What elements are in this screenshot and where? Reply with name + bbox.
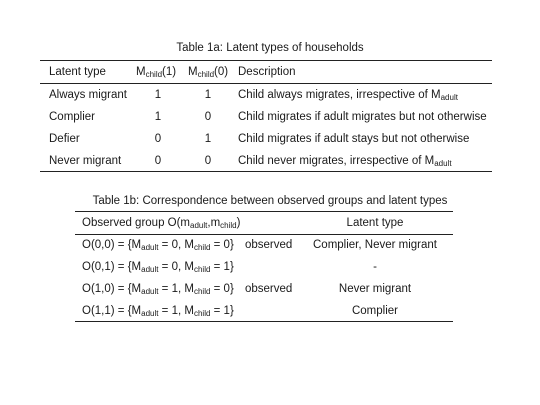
table-1b-top-rule (75, 211, 453, 212)
table-1b-header-rule (75, 234, 453, 235)
observed-group-cell: $O(0,0) = \{M_{adult} = 0$, $M_{child} = 0$} (82, 239, 234, 252)
table-1a-header-latent-type: Latent type (49, 66, 106, 78)
latent-type-cell: Never migrant (49, 155, 122, 167)
latent-type-cell: Always migrant (49, 89, 127, 101)
table-1b-bottom-rule (75, 321, 453, 322)
mchild-0-cell: 0 (204, 155, 212, 167)
latent-type-cell: Complier (351, 305, 398, 317)
observed-flag-cell: observed (245, 239, 293, 251)
description-cell: Child always migrates, irrespective of $M_{adult}$ (238, 89, 458, 102)
table-1a-caption: Table 1a: Latent types of households (176, 42, 364, 54)
table-1a-bottom-rule (40, 171, 492, 172)
table-1b-caption: Table 1b: Correspondence between observed groups and latent types (92, 195, 448, 207)
table-1a-header-mchild-1: $M_{child}(1)$ (136, 66, 177, 79)
mchild-1-cell: 0 (154, 133, 162, 145)
table-1b-header-latent-type: Latent type (346, 217, 404, 229)
latent-type-cell: Complier (49, 111, 96, 123)
observed-group-cell: $O(0,1) = \{M_{adult} = 0$, $M_{child} = 1$} (82, 261, 234, 274)
table-1a-header-description: Description (238, 66, 296, 78)
description-cell: Child never migrates, irrespective of $M_{adult}$ (238, 155, 452, 168)
mchild-1-cell: 1 (154, 89, 162, 101)
table-1b-header-observed-group: Observed group $O(m_{adult},m_{child})$ (82, 217, 241, 230)
mchild-0-cell: 0 (204, 111, 212, 123)
latent-type-cell: Never migrant (338, 283, 412, 295)
observed-flag-cell: observed (245, 283, 293, 295)
latent-type-cell: Defier (49, 133, 80, 145)
observed-group-cell: $O(1,0) = \{M_{adult} = 1$, $M_{child} = 0$} (82, 283, 234, 296)
latent-type-cell: Complier, Never migrant (313, 239, 437, 251)
mchild-1-cell: 0 (154, 155, 162, 167)
latent-type-cell: - (373, 261, 377, 273)
description-cell: Child migrates if adult migrates but not otherwise (238, 111, 487, 123)
mchild-1-cell: 1 (154, 111, 162, 123)
mchild-0-cell: 1 (204, 133, 212, 145)
table-1a-top-rule (40, 60, 492, 61)
table-1a-header-rule (40, 83, 492, 84)
table-1a-header-mchild-0: $M_{child}(0)$ (188, 66, 229, 79)
description-cell: Child migrates if adult stays but not otherwise (238, 133, 470, 145)
observed-group-cell: $O(1,1) = \{M_{adult} = 1$, $M_{child} = 1$} (82, 305, 234, 318)
mchild-0-cell: 1 (204, 89, 212, 101)
